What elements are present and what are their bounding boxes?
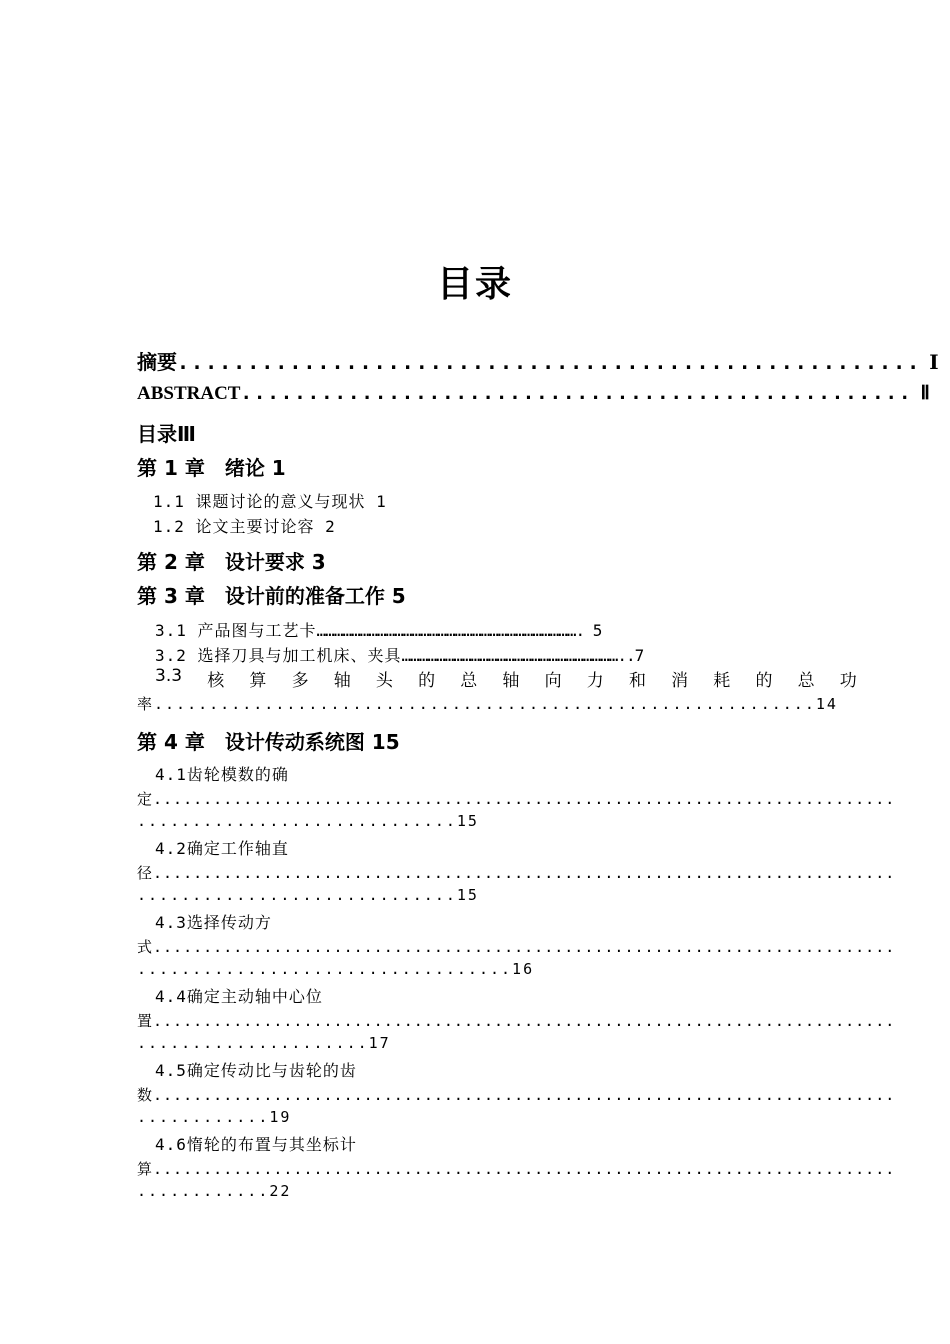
toc-entry-4-3-line2[interactable]: 式.......................................................................... [137,938,896,956]
toc-entry-4-4-line3[interactable]: .....................17 [137,1034,391,1052]
toc-entry-4-5-line3[interactable]: ............19 [137,1108,292,1126]
toc-entry-3-3-line1[interactable]: 3.3 核 算 多 轴 头 的 总 轴 向 力 和 消 耗 的 总 功 [155,666,857,691]
toc-entry-4-2-line2[interactable]: 径.......................................................................... [137,864,896,882]
toc-entry-4-6-line2[interactable]: 算.......................................................................... [137,1160,896,1178]
toc-entry-4-4-line2[interactable]: 置.......................................................................... [137,1012,896,1030]
page-title: 目录 [436,264,513,305]
toc-entry-abstract-en[interactable]: ABSTRACT.................................................. Ⅱ [137,382,930,404]
toc-entry-abstract-cn[interactable]: 摘要..................................................... Ⅰ [137,350,939,374]
toc-entry-4-3-line3[interactable]: ..................................16 [137,960,535,978]
toc-entry-4-6-line3[interactable]: ............22 [137,1182,292,1200]
toc-entry-4-6-line1[interactable]: 4.6惰轮的布置与其坐标计 [155,1135,357,1154]
toc-entry-chapter-3[interactable]: 第 3 章 设计前的准备工作 5 [137,584,406,608]
toc-entry-3-2[interactable]: 3.2 选择刀具与加工机床、夹具…………………………………………………………………..7 [155,646,644,665]
toc-entry-1-2[interactable]: 1.2 论文主要讨论容 2 [153,517,336,536]
toc-entry-4-5-line1[interactable]: 4.5确定传动比与齿轮的齿 [155,1061,357,1080]
toc-entry-4-1-line1[interactable]: 4.1齿轮模数的确 [155,765,289,784]
toc-entry-4-1-line3[interactable]: .............................15 [137,812,479,830]
toc-entry-4-3-line1[interactable]: 4.3选择传动方 [155,913,272,932]
toc-entry-chapter-2[interactable]: 第 2 章 设计要求 3 [137,550,326,574]
toc-entry-3-3-line2[interactable]: 率............................................................14 [137,695,838,713]
toc-entry-4-4-line1[interactable]: 4.4确定主动轴中心位 [155,987,323,1006]
toc-entry-chapter-4[interactable]: 第 4 章 设计传动系统图 15 [137,730,400,754]
toc-entry-chapter-1[interactable]: 第 1 章 绪论 1 [137,456,286,480]
toc-entry-4-2-line1[interactable]: 4.2确定工作轴直 [155,839,289,858]
toc-entry-3-1[interactable]: 3.1 产品图与工艺卡………………………………………………………………………………. 5 [155,621,602,640]
toc-entry-1-1[interactable]: 1.1 课题讨论的意义与现状 1 [153,492,387,511]
toc-entry-4-5-line2[interactable]: 数.......................................................................... [137,1086,896,1104]
toc-entry-4-2-line3[interactable]: .............................15 [137,886,479,904]
toc-entry-toc[interactable]: 目录Ⅲ [137,422,196,446]
toc-entry-4-1-line2[interactable]: 定.......................................................................... [137,790,896,808]
